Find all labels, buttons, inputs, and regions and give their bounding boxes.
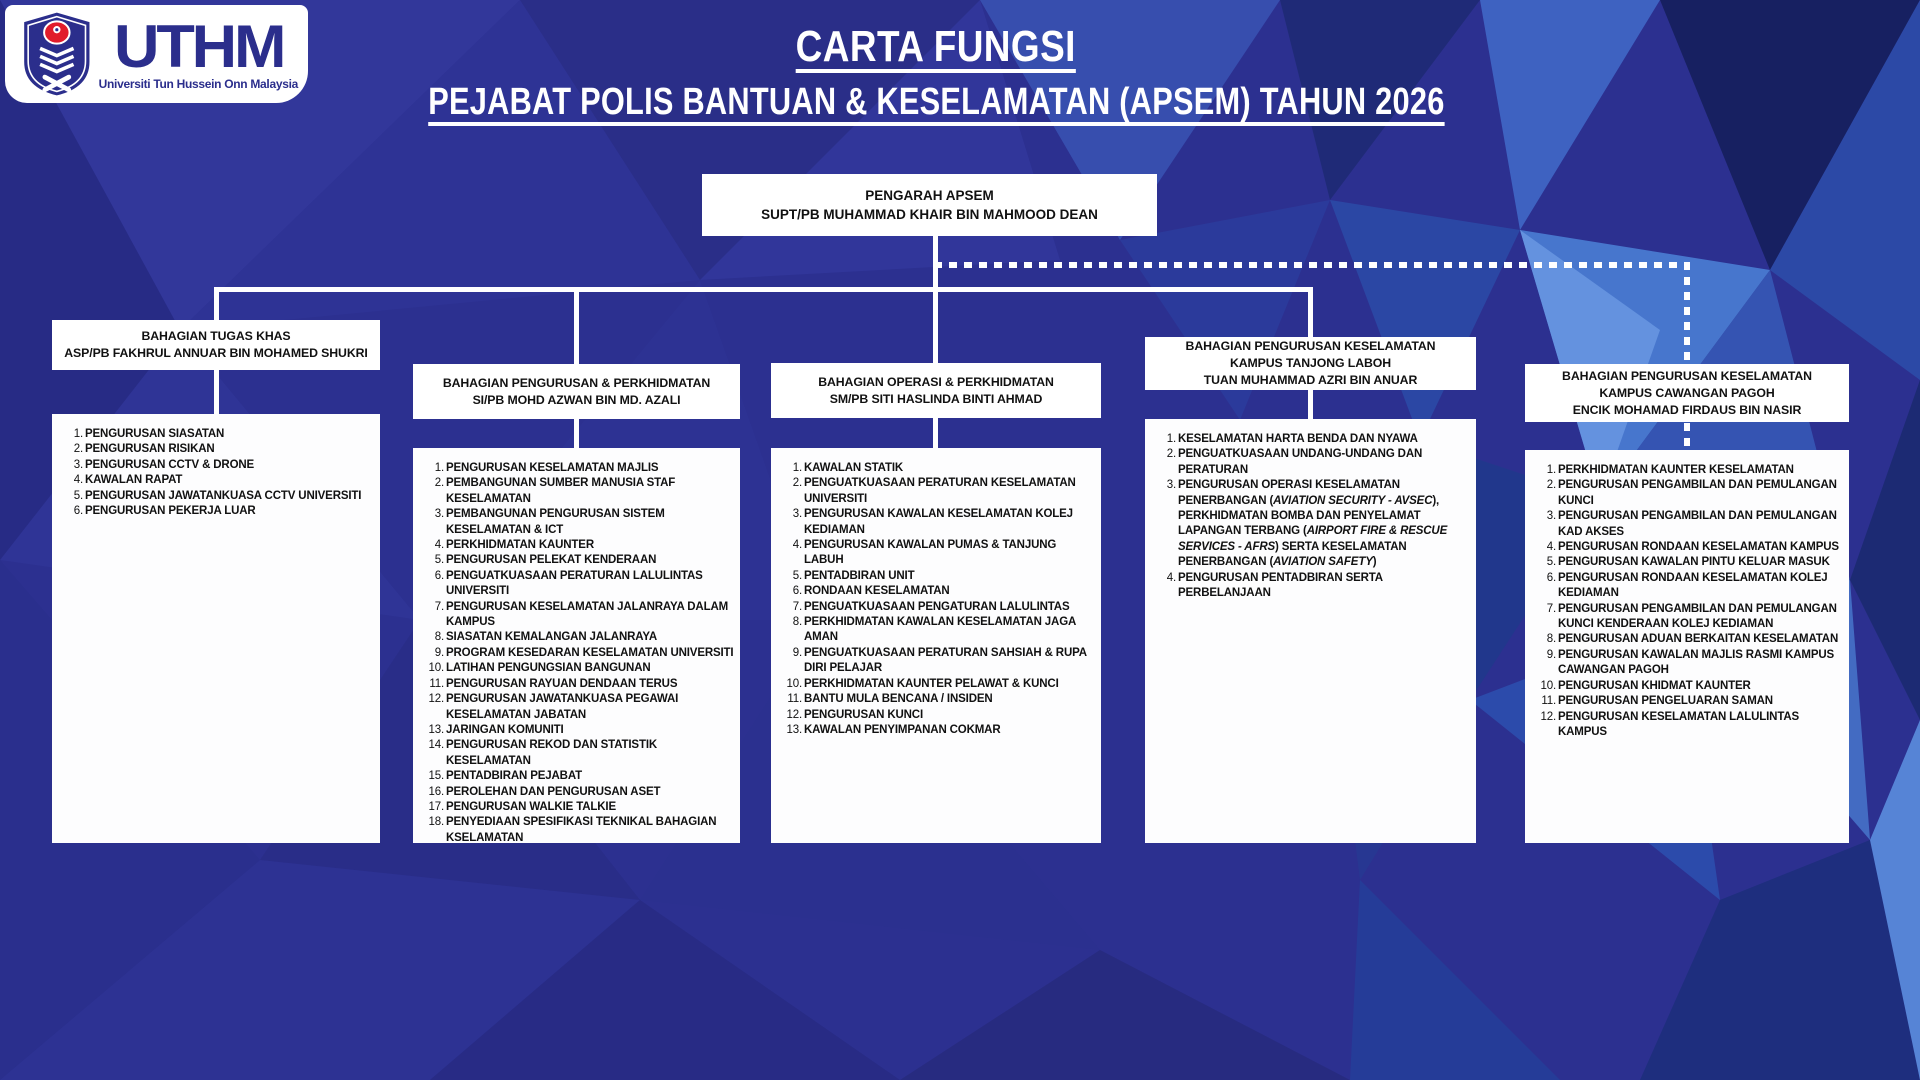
- function-item: 4. PERKHIDMATAN KAUNTER: [434, 539, 594, 552]
- function-list-operasi-perkhidmatan: [771, 448, 1101, 843]
- function-item: 7. PENGUATKUASAAN PENGATURAN LALULINTAS: [792, 600, 1070, 613]
- title-line-2: PEJABAT POLIS BANTUAN & KESELAMATAN (APSEM) TAHUN 2026: [427, 81, 1445, 123]
- connector-drop-branch2: [574, 287, 579, 366]
- function-item: 13. JARINGAN KOMUNITI: [428, 723, 564, 736]
- function-item: 8. SIASATAN KEMALANGAN JALANRAYA: [434, 631, 657, 644]
- function-item: 1. PERKHIDMATAN KAUNTER KESELAMATAN: [1546, 464, 1794, 476]
- function-item: 12. PENGURUSAN KESELAMATAN LALULINTAS KAMPUS: [1540, 710, 1800, 738]
- connector-head-list-branch1: [214, 369, 219, 415]
- function-item: 6. PENGURUSAN RONDAAN KESELAMATAN KOLEJ KEDIAMAN: [1546, 571, 1828, 600]
- function-item: 4. PENGURUSAN RONDAAN KESELAMATAN KAMPUS: [1546, 541, 1839, 554]
- header-line: KAMPUS CAWANGAN PAGOH: [1599, 385, 1775, 400]
- pengarah-name: SUPT/PB MUHAMMAD KHAIR BIN MAHMOOD DEAN: [761, 207, 1098, 222]
- function-item: 5. PENGURUSAN JAWATANKUASA CCTV UNIVERSITI: [73, 489, 362, 502]
- function-item: 5. PENTADBIRAN UNIT: [792, 569, 915, 582]
- function-item: 6. RONDAAN KESELAMATAN: [792, 585, 950, 598]
- function-item: 18. PENYEDIAAN SPESIFIKASI TEKNIKAL BAHAGIAN KSELAMATAN: [428, 816, 717, 844]
- function-item: 2. PENGURUSAN RISIKAN: [73, 443, 215, 456]
- function-item: 7. PENGURUSAN KESELAMATAN JALANRAYA DALAM KAMPUS: [434, 600, 729, 629]
- function-item: 11. PENGURUSAN RAYUAN DENDAAN TERUS: [429, 677, 678, 690]
- function-item: 9. PROGRAM KESEDARAN KESELAMATAN UNIVERSITI: [434, 646, 734, 659]
- function-list-tugas-khas: [52, 414, 380, 843]
- header-line: BAHAGIAN OPERASI & PERKHIDMATAN: [818, 374, 1054, 389]
- org-node-pengarah: [702, 174, 1157, 236]
- function-item: 4. PENGURUSAN PENTADBIRAN SERTA PERBELANJAAN: [1166, 571, 1383, 600]
- function-item: 10. PENGURUSAN KHIDMAT KAUNTER: [1540, 679, 1751, 692]
- uthm-acronym: UTHM: [113, 12, 284, 80]
- function-item: 3. PEMBANGUNAN PENGURUSAN SISTEM KESELAMATAN & ICT: [434, 508, 665, 536]
- pengarah-title: PENGARAH APSEM: [865, 188, 994, 203]
- header-line: SM/PB SITI HASLINDA BINTI AHMAD: [829, 391, 1043, 406]
- header-line: ENCIK MOHAMAD FIRDAUS BIN NASIR: [1572, 402, 1802, 417]
- uthm-crest-icon: [21, 11, 93, 97]
- function-item: 1. KESELAMATAN HARTA BENDA DAN NYAWA: [1166, 433, 1418, 445]
- header-line: BAHAGIAN PENGURUSAN KESELAMATAN: [1562, 368, 1812, 383]
- uthm-logo-card: [5, 5, 308, 103]
- connector-drop-branch4: [1308, 287, 1313, 339]
- connector-head-list-branch2: [574, 418, 579, 448]
- function-item: 1. PENGURUSAN SIASATAN: [73, 428, 225, 440]
- function-item: 17. PENGURUSAN WALKIE TALKIE: [428, 800, 616, 813]
- function-item: 10. PERKHIDMATAN KAUNTER PELAWAT & KUNCI: [786, 677, 1059, 690]
- function-item: 2. PEMBANGUNAN SUMBER MANUSIA STAF KESELAMATAN: [434, 477, 676, 505]
- function-item: 10. LATIHAN PENGUNGSIAN BANGUNAN: [428, 662, 651, 675]
- function-item: 1. PENGURUSAN KESELAMATAN MAJLIS: [434, 462, 659, 474]
- function-item: 2. PENGUATKUASAAN UNDANG-UNDANG DAN PERATURAN: [1166, 448, 1423, 476]
- header-line: ASP/PB FAKHRUL ANNUAR BIN MOHAMED SHUKRI: [64, 346, 368, 360]
- function-item: 3. PENGURUSAN CCTV & DRONE: [73, 458, 255, 471]
- function-item: 2. PENGURUSAN PENGAMBILAN DAN PEMULANGAN KUNCI: [1546, 479, 1837, 507]
- org-node-bahagian-operasi-perkhidmatan: [771, 363, 1101, 418]
- function-item: 13. KAWALAN PENYIMPANAN COKMAR: [786, 723, 1001, 736]
- uthm-full-name: Universiti Tun Hussein Onn Malaysia: [98, 76, 298, 91]
- function-item: 1. KAWALAN STATIK: [792, 462, 904, 474]
- function-item: 4. KAWALAN RAPAT: [73, 474, 183, 487]
- function-item: 7. PENGURUSAN PENGAMBILAN DAN PEMULANGAN KUNCI KENDERAAN KOLEJ KEDIAMAN: [1546, 602, 1837, 631]
- connector-dotted-drop-branch5: [1684, 262, 1690, 364]
- org-node-kampus-cawangan-pagoh: [1525, 364, 1849, 422]
- function-item: 3. PENGURUSAN OPERASI KESELAMATAN PENERBANGAN (AVIATION SECURITY - AVSEC), PERKHIDMATAN BOMBA DAN PENYELAMAT LAPANGAN TERBANG (AIRPORT FIRE & RESCUE SERVICES - AFRS) SERTA KESELAMATAN PENERBANGAN (AVIATION SAFETY): [1166, 479, 1448, 569]
- connector-dotted-horizontal: [934, 262, 1690, 268]
- header-line: BAHAGIAN PENGURUSAN KESELAMATAN: [1185, 339, 1436, 353]
- header-line: BAHAGIAN PENGURUSAN & PERKHIDMATAN: [442, 375, 711, 390]
- function-item: 14. PENGURUSAN REKOD DAN STATISTIK KESELAMATAN: [428, 739, 658, 767]
- function-item: 15. PENTADBIRAN PEJABAT: [428, 770, 583, 783]
- connector-head-list-branch3: [933, 417, 938, 448]
- uthm-logo-text: [98, 12, 298, 91]
- header-line: KAMPUS TANJONG LABOH: [1229, 356, 1392, 370]
- org-node-bahagian-pengurusan-perkhidmatan: [413, 364, 740, 419]
- title-line-1: CARTA FUNGSI: [795, 22, 1077, 71]
- function-item: 12. PENGURUSAN JAWATANKUASA PEGAWAI KESELAMATAN JABATAN: [428, 693, 679, 721]
- function-item: 8. PERKHIDMATAN KAWALAN KESELAMATAN JAGA AMAN: [792, 616, 1076, 644]
- function-item: 11. BANTU MULA BENCANA / INSIDEN: [787, 693, 993, 706]
- connector-drop-branch3: [933, 287, 938, 365]
- function-item: 12. PENGURUSAN KUNCI: [786, 708, 923, 721]
- org-node-kampus-tanjong-laboh: [1145, 337, 1476, 390]
- function-item: 9. PENGUATKUASAAN PERATURAN SAHSIAH & RUPA DIRI PELAJAR: [792, 646, 1087, 675]
- org-node-bahagian-tugas-khas: [52, 320, 380, 370]
- function-item: 11. PENGURUSAN PENGELUARAN SAMAN: [1541, 695, 1773, 708]
- connector-dotted-head-list-branch5: [1684, 423, 1690, 450]
- header-line: TUAN MUHAMMAD AZRI BIN ANUAR: [1203, 373, 1418, 387]
- header-line: SI/PB MOHD AZWAN BIN MD. AZALI: [472, 392, 681, 407]
- function-item: 3. PENGURUSAN KAWALAN KESELAMATAN KOLEJ KEDIAMAN: [792, 508, 1073, 536]
- function-list-pengurusan-perkhidmatan: [413, 448, 740, 843]
- connector-head-list-branch4: [1308, 389, 1313, 419]
- connector-bus: [214, 287, 1313, 292]
- function-item: 6. PENGUATKUASAAN PERATURAN LALULINTAS UNIVERSITI: [434, 569, 703, 598]
- function-item: 6. PENGURUSAN PEKERJA LUAR: [73, 505, 256, 518]
- function-item: 3. PENGURUSAN PENGAMBILAN DAN PEMULANGAN KAD AKSES: [1546, 510, 1837, 538]
- function-item: 8. PENGURUSAN ADUAN BERKAITAN KESELAMATAN: [1546, 633, 1839, 646]
- function-item: 16. PEROLEHAN DAN PENGURUSAN ASET: [428, 785, 661, 798]
- header-line: BAHAGIAN TUGAS KHAS: [141, 329, 291, 343]
- function-item: 9. PENGURUSAN KAWALAN MAJLIS RASMI KAMPUS CAWANGAN PAGOH: [1546, 648, 1835, 677]
- function-list-kampus-cawangan-pagoh: [1525, 450, 1849, 843]
- function-item: 2. PENGUATKUASAAN PERATURAN KESELAMATAN UNIVERSITI: [792, 477, 1076, 505]
- function-item: 5. PENGURUSAN KAWALAN PINTU KELUAR MASUK: [1546, 556, 1830, 569]
- function-item: 4. PENGURUSAN KAWALAN PUMAS & TANJUNG LABUH: [792, 539, 1057, 567]
- connector-drop-branch1: [214, 287, 219, 322]
- function-list-kampus-tanjong-laboh: [1145, 419, 1476, 843]
- function-item: 5. PENGURUSAN PELEKAT KENDERAAN: [434, 554, 657, 567]
